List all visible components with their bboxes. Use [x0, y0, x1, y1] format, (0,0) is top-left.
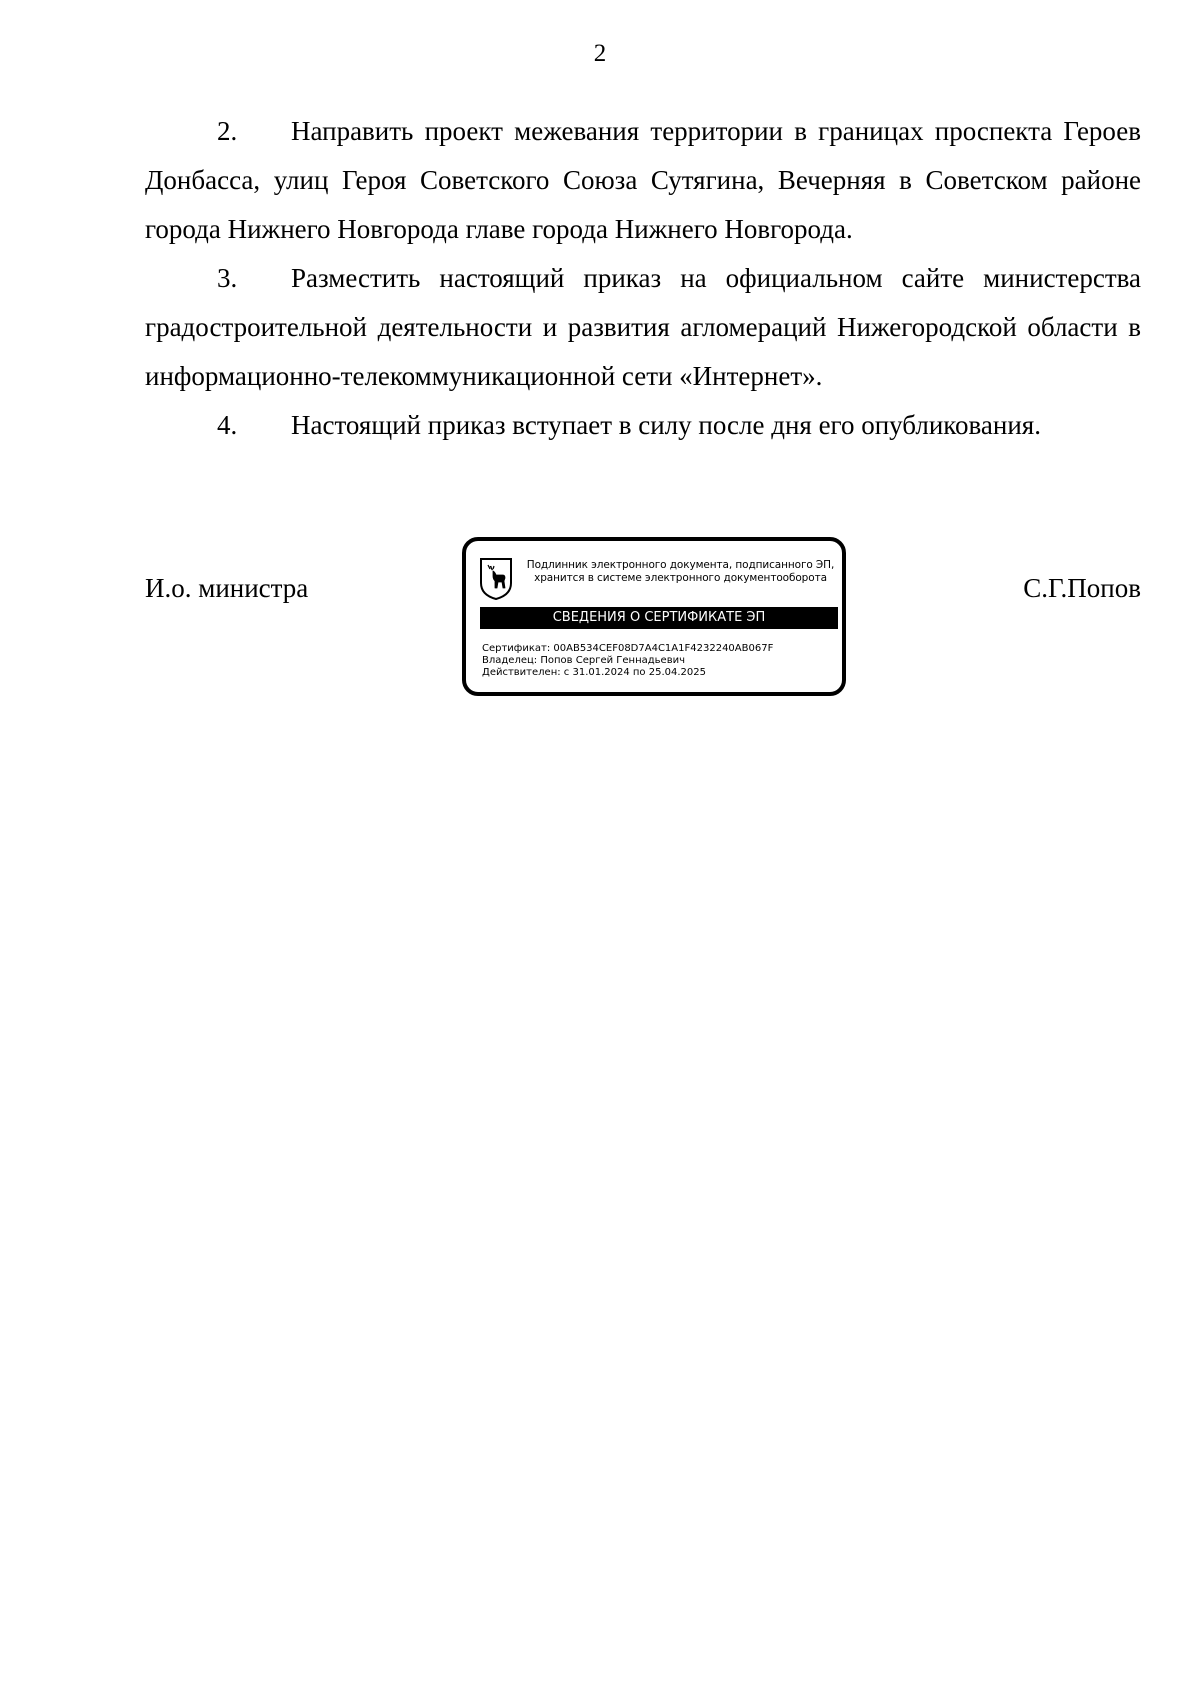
clause-text: Разместить настоящий приказ на официальном сайте министерства градостроительной деятельности и развития агломераций Нижегородской области в информационно-телекоммуникационной сети «Интернет». [145, 263, 1141, 391]
page-number: 2 [593, 40, 607, 67]
clause-number: 3. [217, 263, 238, 293]
stamp-header-line: Подлинник электронного документа, подписанного ЭП, [526, 559, 835, 571]
signatory-name: С.Г.Попов [1023, 573, 1141, 603]
stamp-header [518, 559, 843, 585]
order-clauses [145, 107, 1141, 450]
clause-4 [145, 401, 1141, 450]
stamp-title: СВЕДЕНИЯ О СЕРТИФИКАТЕ ЭП [480, 607, 838, 629]
stamp-header-line: хранится в системе электронного документооборота [534, 572, 827, 584]
signatory-role: И.о. министра [145, 573, 309, 603]
electronic-signature-stamp [462, 537, 846, 696]
clause-text: Направить проект межевания территории в границах проспекта Героев Донбасса, улиц Героя Советского Союза Сутягина, Вечерняя в Советском районе города Нижнего Новгорода главе города Нижнего Новгорода. [145, 116, 1141, 244]
clause-3 [145, 254, 1141, 401]
certificate-details [482, 643, 832, 679]
nizhny-novgorod-coat-of-arms-icon [479, 557, 513, 601]
certificate-number: Сертификат: 00AB534CEF08D7A4C1A1F4232240AB067F [482, 643, 774, 654]
certificate-validity: Действителен: с 31.01.2024 по 25.04.2025 [482, 667, 706, 678]
clause-number: 4. [217, 410, 238, 440]
certificate-owner: Владелец: Попов Сергей Геннадьевич [482, 655, 685, 666]
clause-2 [145, 107, 1141, 254]
clause-number: 2. [217, 116, 238, 146]
clause-text: Настоящий приказ вступает в силу после дня его опубликования. [291, 410, 1041, 440]
